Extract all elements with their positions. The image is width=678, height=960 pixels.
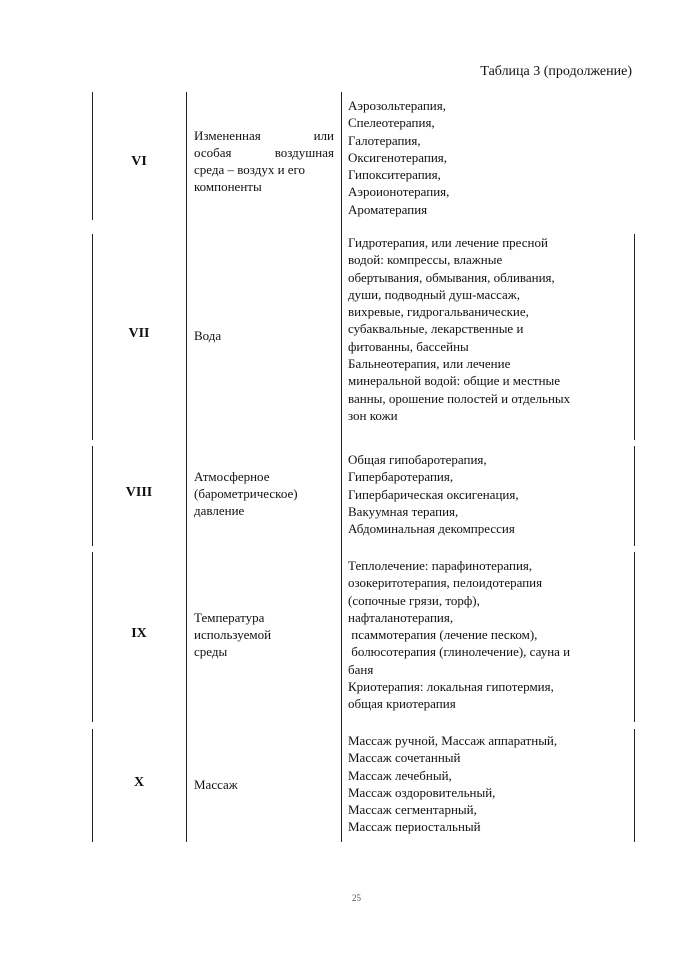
page-number: 25 (352, 893, 361, 903)
table-right-border (634, 446, 635, 546)
column-divider (341, 92, 342, 842)
table-right-border (634, 729, 635, 842)
factor-cell: Температура используемой среды (194, 610, 272, 659)
row-number: VI (131, 154, 147, 169)
factor-cell: Измененная или особая воздушная среда – воздух и его компоненты (194, 128, 334, 194)
row-number: X (133, 775, 145, 790)
methods-cell: Общая гипобаротерапия, Гипербаротерапия, Гипербарическая оксигенация, Вакуумная терапия, Абдоминальная декомпрессия (348, 452, 519, 537)
row-number: IX (131, 626, 147, 641)
table-bottom-tick (92, 836, 93, 842)
table-right-border (634, 234, 635, 440)
row-number: VIII (125, 485, 153, 500)
methods-cell: Аэрозольтерапия, Спелеотерапия, Галотерапия, Оксигенотерапия, Гипокситерапия, Аэроионотерапия, Ароматерапия (348, 98, 450, 217)
column-divider (186, 92, 187, 842)
row-number: VII (128, 326, 150, 341)
factor-cell: Вода (194, 328, 222, 343)
methods-cell: Массаж ручной, Массаж аппаратный, Массаж сочетанный Массаж лечебный, Массаж оздоровительный, Массаж сегментарный, Массаж периостальный (348, 733, 558, 835)
table-caption: Таблица 3 (продолжение) (480, 64, 632, 79)
factor-cell: Массаж (194, 777, 238, 792)
methods-cell: Гидротерапия, или лечение пресной водой: компрессы, влажные обертывания, обмывания, обливания, души, подводный душ-массаж, вихревые, гидрогальванические, субаквальные, лекарственные и фитованны, бассейны Бальнеотерапия, или лечение минеральной водой: общие и местные ванны, орошение полостей и отдельных зон кожи (348, 235, 571, 423)
methods-cell: Теплолечение: парафинотерапия, озокеритотерапия, пелоидотерапия (сопочные грязи, торф), нафталанотерапия, псаммотерапия (лечение песком), болюсотерапия (глинолечение), сауна и баня Криотерапия: локальная гипотермия, общая криотерапия (348, 558, 571, 712)
table-right-border (634, 552, 635, 722)
factor-cell: Атмосферное (барометрическое) давление (194, 469, 298, 518)
